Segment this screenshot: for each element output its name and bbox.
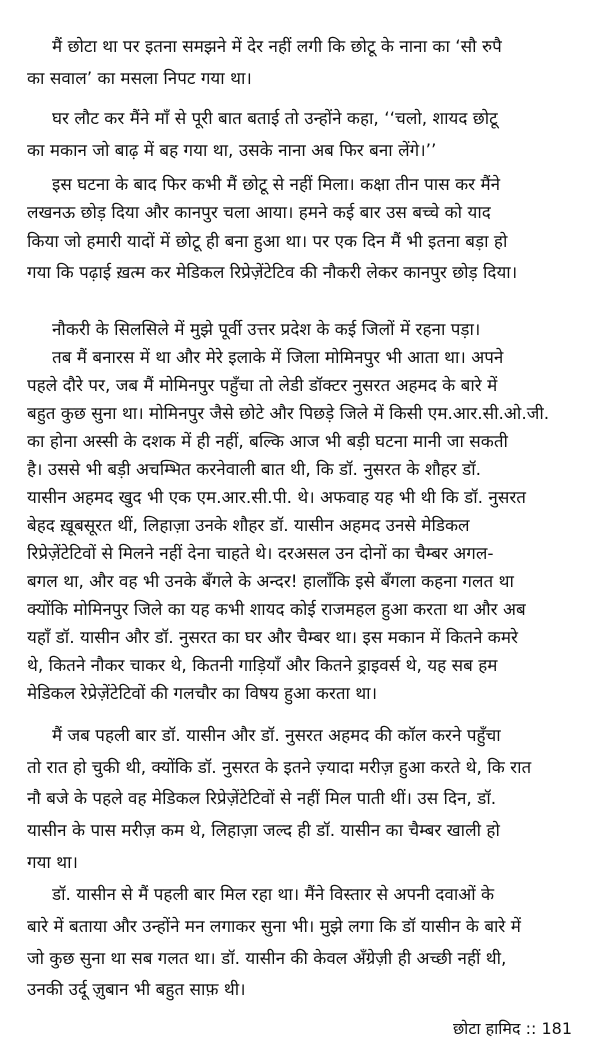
paragraph-5-line-4: का होना अस्सी के दशक में ही नहीं, बल्कि आज भी बड़ी घटना मानी जा सकती (27, 432, 508, 452)
paragraph-3-line-2: लखनऊ छोड़ दिया और कानपुर चला आया। हमने कई बार उस बच्चे को याद (27, 203, 491, 223)
paragraph-3-line-1: इस घटना के बाद फिर कभी मैं छोटू से नहीं मिला। कक्षा तीन पास कर मैंने (52, 175, 501, 195)
paragraph-7-line-3: जो कुछ सुना था सब गलत था। डॉ. यासीन की केवल अँग्रेज़ी ही अच्छी नहीं थी, (27, 949, 507, 969)
paragraph-6-line-1: मैं जब पहली बार डॉ. यासीन और डॉ. नुसरत अहमद की कॉल करने पहुँचा (52, 726, 501, 746)
paragraph-1-line-1: मैं छोटा था पर इतना समझने में देर नहीं लगी कि छोटू के नाना का ‘सौ रुपै (52, 37, 502, 57)
paragraph-5-line-8: रिप्रेज़ेंटेटिवों से मिलने नहीं देना चाहते थे। दरअसल उन दोनों का चैम्बर अगल- (27, 544, 494, 564)
footer-separator: :: (525, 1019, 537, 1038)
running-title: छोटा हामिद (452, 1019, 521, 1038)
paragraph-7-line-2: बारे में बताया और उन्होंने मन लगाकर सुना भी। मुझे लगा कि डॉ यासीन के बारे में (27, 917, 521, 937)
paragraph-5-line-9: बगल था, और वह भी उनके बँगले के अन्दर! हालाँकि इसे बँगला कहना गलत था (27, 572, 514, 592)
paragraph-1-line-2: का सवाल’ का मसला निपट गया था। (27, 69, 252, 89)
paragraph-5-line-11: यहाँ डॉ. यासीन और डॉ. नुसरत का घर और चैम्बर था। इस मकान में कितने कमरे (27, 628, 518, 648)
paragraph-6-line-3: नौ बजे के पहले वह मेडिकल रिप्रेज़ेंटेटिवों से नहीं मिल पाती थीं। उस दिन, डॉ. (27, 789, 497, 809)
paragraph-5-line-13: मेडिकल रेप्रेज़ेंटेटिवों की गलचौर का विषय हुआ करता था। (27, 684, 378, 704)
paragraph-2-line-1: घर लौट कर मैंने माँ से पूरी बात बताई तो उन्होंने कहा, ‘‘चलो, शायद छोटू (52, 109, 498, 129)
page-footer (453, 1016, 572, 1042)
paragraph-5-line-2: पहले दौरे पर, जब मैं मोमिनपुर पहुँचा तो लेडी डॉक्टर नुसरत अहमद के बारे में (27, 376, 498, 396)
paragraph-5-line-1: तब मैं बनारस में था और मेरे इलाके में जिला मोमिनपुर भी आता था। अपने (52, 348, 504, 368)
paragraph-5-line-7: बेहद ख़ूबसूरत थीं, लिहाज़ा उनके शौहर डॉ. यासीन अहमद उनसे मेडिकल (27, 516, 470, 536)
paragraph-4-line-1: नौकरी के सिलसिले में मुझे पूर्वी उत्तर प्रदेश के कई जिलों में रहना पड़ा। (52, 320, 481, 340)
paragraph-5-line-5: है। उससे भी बड़ी अचम्भित करनेवाली बात थी, कि डॉ. नुसरत के शौहर डॉ. (27, 460, 482, 480)
page-number: 181 (541, 1019, 572, 1038)
paragraph-6-line-4: यासीन के पास मरीज़ कम थे, लिहाज़ा जल्द ही डॉ. यासीन का चैम्बर खाली हो (27, 821, 500, 841)
paragraph-7-line-4: उनकी उर्दू ज़ुबान भी बहुत साफ़ थी। (27, 980, 246, 1000)
paragraph-5-line-10: क्योंकि मोमिनपुर जिले का यह कभी शायद कोई राजमहल हुआ करता था और अब (27, 600, 526, 620)
paragraph-3-line-4: गया कि पढ़ाई ख़त्म कर मेडिकल रिप्रेज़ेंटेटिव की नौकरी लेकर कानपुर छोड़ दिया। (27, 263, 518, 283)
paragraph-5-line-6: यासीन अहमद खुद भी एक एम.आर.सी.पी. थे। अफवाह यह भी थी कि डॉ. नुसरत (27, 488, 526, 508)
paragraph-2-line-2: का मकान जो बाढ़ में बह गया था, उसके नाना अब फिर बना लेंगे।’’ (27, 141, 437, 161)
paragraph-7-line-1: डॉ. यासीन से मैं पहली बार मिल रहा था। मैंने विस्तार से अपनी दवाओं के (52, 885, 495, 905)
paragraph-5-line-12: थे, कितने नौकर चाकर थे, कितनी गाड़ियाँ और कितने ड्राइवर्स थे, यह सब हम (27, 656, 498, 676)
paragraph-6-line-2: तो रात हो चुकी थी, क्योंकि डॉ. नुसरत के इतने ज़्यादा मरीज़ हुआ करते थे, कि रात (27, 758, 532, 778)
paragraph-5-line-3: बहुत कुछ सुना था। मोमिनपुर जैसे छोटे और पिछड़े जिले में किसी एम.आर.सी.ओ.जी. (27, 404, 550, 424)
paragraph-3-line-3: किया जो हमारी यादों में छोटू ही बना हुआ था। पर एक दिन मैं भी इतना बड़ा हो (27, 232, 508, 252)
paragraph-6-line-5: गया था। (27, 853, 78, 873)
